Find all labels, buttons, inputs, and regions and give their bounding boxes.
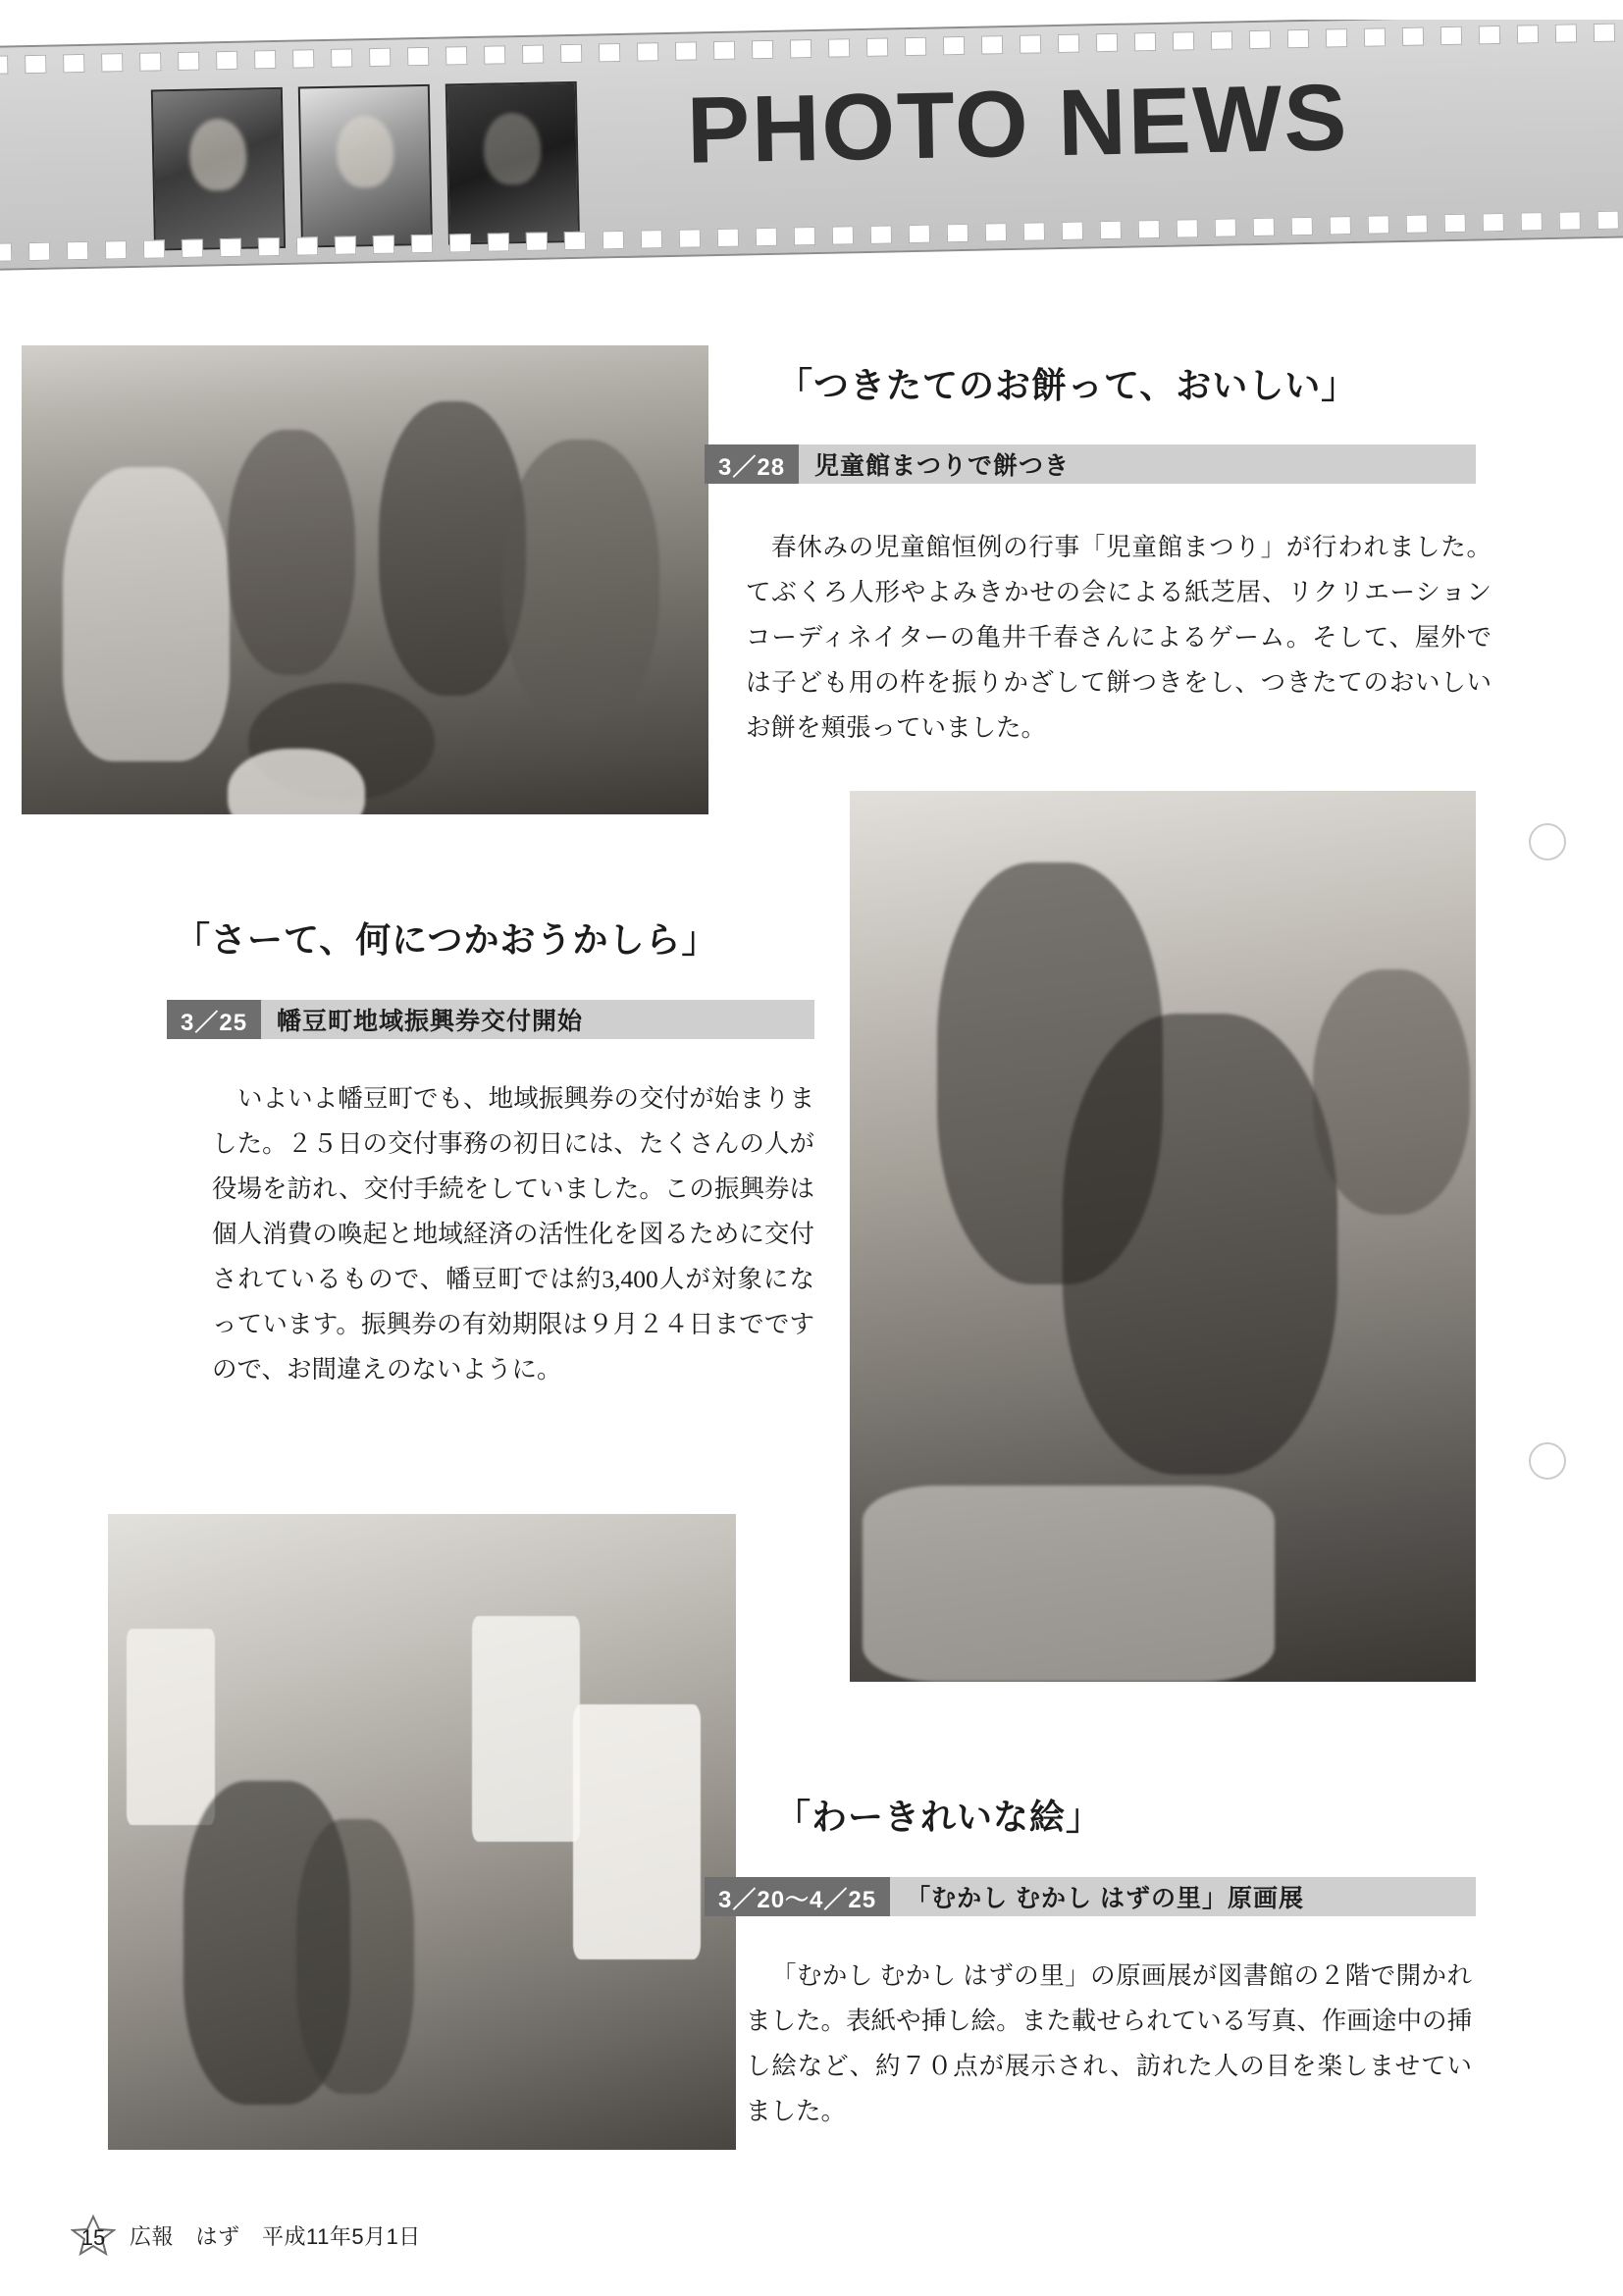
article-3-body: 「むかし むかし はずの里」の原画展が図書館の２階で開かれました。表紙や挿し絵。また載せられている写真、作画途中の挿し絵など、約７０点が展示され、訪れた人の目を楽しませていました。 xyxy=(746,1961,1472,2125)
article-1-date: 3／28 xyxy=(705,444,799,484)
photo-mochi-pounding xyxy=(22,345,708,814)
article-2-subbar xyxy=(167,1000,814,1039)
page-footer xyxy=(71,2214,421,2257)
punch-hole xyxy=(1529,823,1566,861)
article-2-date: 3／25 xyxy=(167,1000,261,1039)
page-number: 15 xyxy=(80,2225,106,2250)
article-3-subbar xyxy=(705,1877,1476,1916)
photo-coupon-counter xyxy=(850,791,1476,1682)
punch-hole xyxy=(1529,1442,1566,1480)
article-2-headline: 「さーて、何につかおうかしら」 xyxy=(175,919,718,960)
page-number-badge xyxy=(71,2214,116,2257)
photo-gallery-exhibition xyxy=(108,1514,736,2150)
article-1-body: 春休みの児童館恒例の行事「児童館まつり」が行われました。てぶくろ人形やよみきかせの会による紙芝居、リクリエーションコーディネイターの亀井千春さんによるゲーム。そして、屋外では子ども用の杵を振りかざして餅つきをし、つきたてのおいしいお餅を頬張っていました。 xyxy=(746,533,1492,742)
article-1-subtitle: 児童館まつりで餅つき xyxy=(799,444,1476,484)
article-3-subtitle: 「むかし むかし はずの里」原画展 xyxy=(890,1877,1476,1916)
article-2-subtitle: 幡豆町地域振興券交付開始 xyxy=(261,1000,814,1039)
article-3-headline: 「わーきれいな絵」 xyxy=(775,1797,1103,1837)
article-2-body: いよいよ幡豆町でも、地域振興券の交付が始まりました。２５日の交付事務の初日には、たくさんの人が役場を訪れ、交付手続をしていました。この振興券は個人消費の喚起と地域経済の活性化を図るために交付されているもので、幡豆町では約3,400人が対象になっています。振興券の有効期限は９月２４日までですので、お間違えのないように。 xyxy=(212,1084,814,1383)
page-title: PHOTO NEWS xyxy=(685,65,1350,183)
footer-text: 広報 はず 平成11年5月1日 xyxy=(130,2223,421,2249)
article-3-date: 3／20〜4／25 xyxy=(705,1877,890,1916)
article-1-subbar xyxy=(705,444,1476,484)
article-1-headline: 「つきたてのお餅って、おいしい」 xyxy=(777,365,1358,405)
